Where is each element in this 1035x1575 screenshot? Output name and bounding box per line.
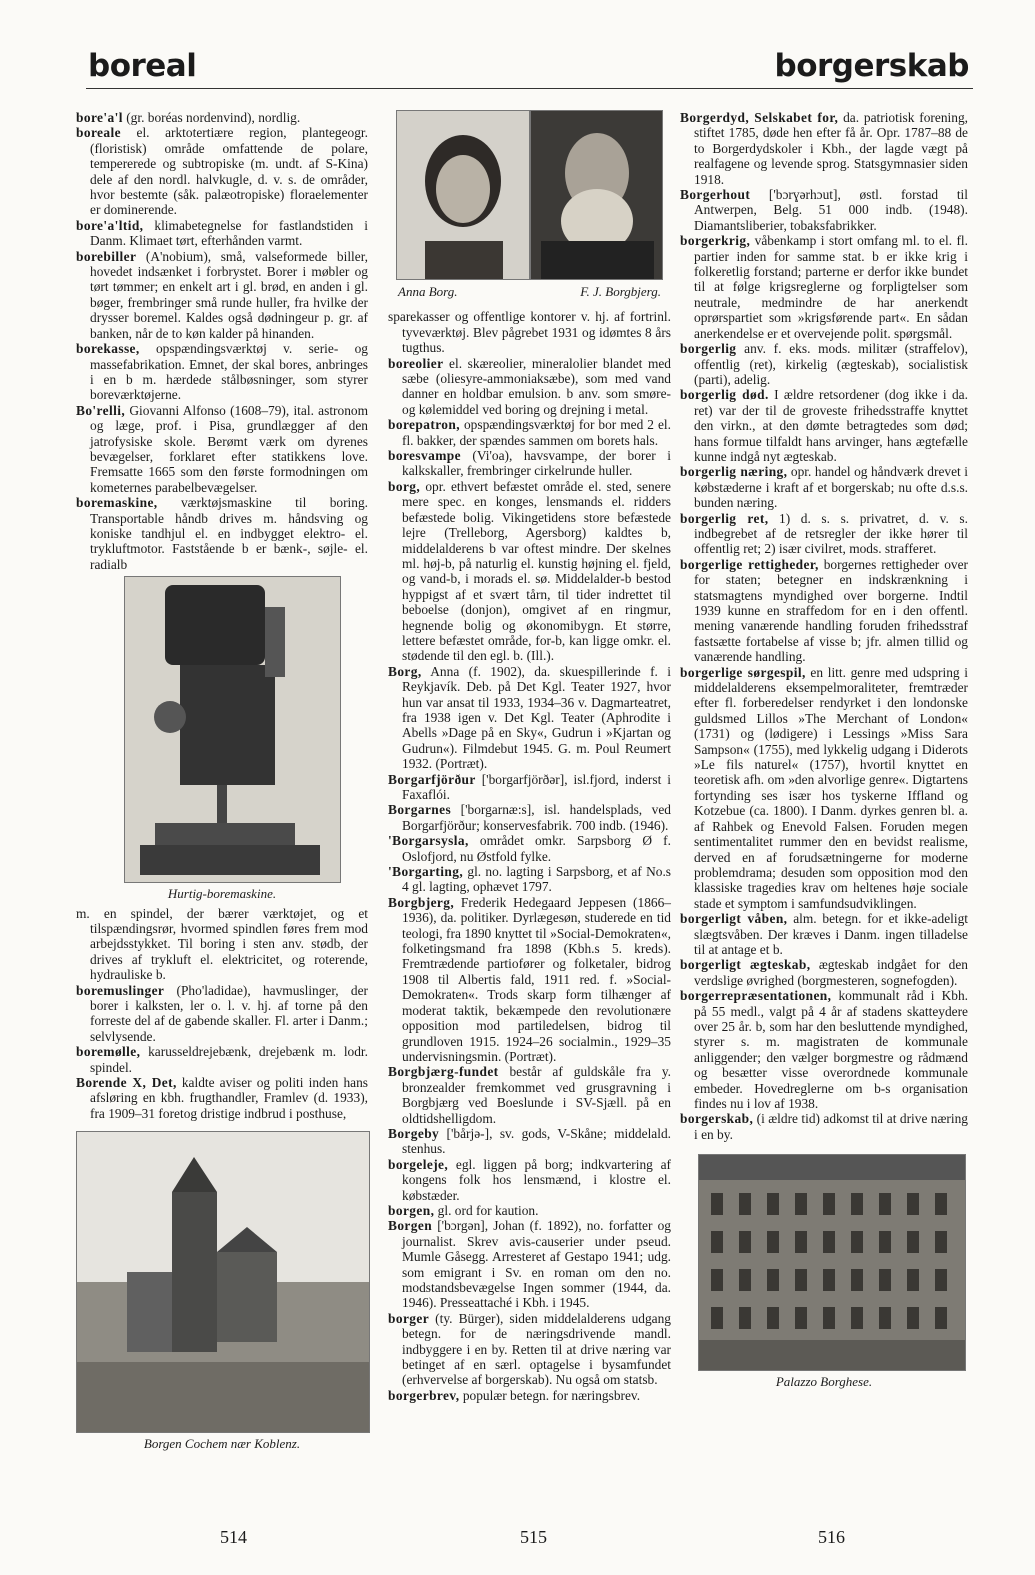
entry-headword: borgerlig ret,: [680, 510, 769, 526]
castle-photo: [76, 1131, 370, 1433]
entry-text: våbenkamp i stort omfang ml. to el. fl. partier inden for samme stat. b er ikke krig i folkeretlig forstand; parterne er derfor ikke bundet til at følge krigsreglerne og forpligtelser som neutrale, medmindre de har anerkendt oprørspartiet som »krigsførende part«. En sådan anerkendelse er et overvejende polit. spørgsmål.: [694, 233, 968, 341]
palazzo-window: [739, 1193, 751, 1215]
entry: [388, 1203, 671, 1218]
palazzo-window: [795, 1269, 807, 1291]
column-3: [680, 110, 968, 1394]
entry-text: Anna (f. 1902), da. skuespillerinde f. i Reykjavík. Deb. på Det Kgl. Teater 1927, hvor hun var ansat til 1933, 1934–36 v. Dagmarteatret, fra 1938 igen v. Det Kgl. Teater (Aphrodite i Abells »Dage på en Sky«, Gudrun i »Kjartan og Gudrun«). Filmdebut 1945. G. m. Poul Reumert 1932. (Portræt).: [402, 663, 671, 772]
entry: [680, 957, 968, 988]
entry: [680, 187, 968, 233]
entry: [76, 403, 368, 495]
palazzo-window: [907, 1193, 919, 1215]
palazzo-caption: Palazzo Borghese.: [775, 1374, 873, 1390]
entry: [76, 983, 368, 1045]
palazzo-window: [935, 1307, 947, 1329]
palazzo-window: [711, 1269, 723, 1291]
entry: [680, 511, 968, 557]
palazzo-window: [851, 1307, 863, 1329]
entry: [388, 479, 671, 664]
column-1-bottom-entries: [76, 906, 368, 1122]
entry-headword: boresvampe: [388, 448, 461, 464]
palazzo-window: [823, 1269, 835, 1291]
entry-headword: boremølle,: [76, 1044, 141, 1060]
entry-headword: Borgerdyd, Selskabet for,: [680, 110, 839, 125]
column-3-entries: [680, 110, 968, 1142]
castle-illustration: [77, 1132, 369, 1432]
entry-headword: borgerrepræsentationen,: [680, 988, 832, 1004]
page-number-514: 514: [220, 1527, 247, 1547]
entry-headword: Borgarfjörður: [388, 771, 476, 787]
entry-headword: boremaskine,: [76, 495, 158, 511]
entry-text: Giovanni Alfonso (1608–79), ital. astronom og læge, prof. i Pisa, grundlægger af den jatrofysiske skole. Berømt værk om dyrenes bevægelser, forklaret efter statikkens love. Fremsatte 1665 som den første formodningen om kometernes parabelbevægelser.: [90, 402, 368, 495]
entry: [76, 110, 368, 125]
entry: [388, 1388, 671, 1403]
entry-headword: Borg,: [388, 663, 422, 679]
entry-text: opspændingsværktøj for bor med 2 el. fl. bakker, der spændes sammen om borets hals.: [402, 417, 671, 448]
palazzo-window: [767, 1231, 779, 1253]
entry: [680, 110, 968, 187]
page-number-516: 516: [818, 1527, 845, 1547]
entry: [388, 417, 671, 448]
entry-headword: borgerkrig,: [680, 233, 751, 249]
palazzo-window: [795, 1231, 807, 1253]
palazzo-window: [851, 1269, 863, 1291]
entry-text: el. skæreolier, mineralolier blandet med sæbe (oliesyre-ammoniaksæbe), som med vand danner en holdbar emulsion. b anv. som smøre- og kølemiddel ved boring og drejning i metal.: [402, 355, 671, 417]
entry: [388, 1218, 671, 1310]
entry: [76, 218, 368, 249]
entry: [388, 772, 671, 803]
entry-headword: 'Borgarsysla,: [388, 833, 469, 849]
entry-text: I ældre retsordener (dog ikke i da. ret) var der til de groveste frihedsstraffe knyttet den virkn., at den dømte betragtedes som død; hans formue tilfaldt hans arvinger, hans ægtefælle kunne indgå nyt ægteskab.: [694, 387, 968, 464]
entry-text: anv. f. eks. mods. militær (straffelov), offentlig (ret), kirkelig (ægteskab), socialistisk (parti), adelig.: [694, 341, 968, 387]
borgbjerg-portrait: [531, 111, 664, 279]
palazzo-window: [879, 1269, 891, 1291]
column-1-top-entries: [76, 110, 368, 572]
entry-text: opr. ethvert befæstet område el. sted, senere mere spec. en konges, lensmands el. ridders befæstede bolig. Vikingetidens store befæstede lejre (Trelleborg, Agersborg) kaldtes b, middelalderens b var oftest mindre. Der skelnes ml. høj-b, på naturlig el. kunstig højning el. fjeld, og vand-b, i morads el. sø. Middelalder-b bestod hyppigst af et svært tårn, til tider indrettet til beboelse (donjon), omgivet af en ringmur, hegnende bolig og økonomibygn. Et større, lettere befæstet område, for-b, kan ligge omkr. el. stødende til den egl. b. (Ill.).: [402, 478, 671, 664]
anna-borg-caption: Anna Borg.: [398, 284, 458, 299]
entry-text: el. arktotertiære region, plantegeogr. (floristisk) område omfattende de polare, tempererede og subtropiske (m. undt. af S-Kina) dele af den nordl. halvkugle, d. v. s. de områder, hvor bestemte (såk. palæotropiske) floraelementer er dominerende.: [90, 125, 368, 218]
entry-headword: boreolier: [388, 355, 444, 371]
entry-headword: borgerlig: [680, 341, 737, 357]
entry-headword: borepatron,: [388, 417, 460, 433]
entry: [76, 249, 368, 341]
entry-text: ['bɔrgən], Johan (f. 1892), no. forfatter og journalist. Skrev avis-causerier under pseud. Mumle Gåsegg. Arresteret af Gestapo 1941; udg. som emigrant i Sv. en roman om den no. modstandsbevægelse Ingen sommer (1944, da. 1946). Presseattaché i Kbh. i 1945.: [402, 1218, 671, 1311]
running-head-right: borgerskab: [774, 48, 969, 84]
palazzo-window: [879, 1193, 891, 1215]
palazzo-window: [907, 1269, 919, 1291]
entry-text: (i ældre tid) adkomst til at drive næring i en by.: [694, 1111, 968, 1142]
palazzo-window: [935, 1193, 947, 1215]
entry: [680, 387, 968, 464]
entry-headword: Bo'relli,: [76, 402, 126, 418]
entry-headword: borg,: [388, 478, 421, 494]
palazzo-window: [851, 1231, 863, 1253]
entry-headword: borger: [388, 1310, 430, 1326]
portrait-borgbjerg: [530, 110, 664, 280]
entry-headword: borgerlige rettigheder,: [680, 556, 819, 572]
entry: [680, 341, 968, 387]
entry-headword: borgen,: [388, 1202, 435, 1218]
palazzo-window: [711, 1193, 723, 1215]
entry: [388, 664, 671, 772]
entry: [388, 448, 671, 479]
column-1: [76, 110, 368, 1456]
palazzo-window: [711, 1231, 723, 1253]
entry-headword: borebiller: [76, 248, 137, 264]
entry-text: (ty. Bürger), siden middelalderens udgang betegn. for de næringsdrivende mandl. indbyggere i en by. Retten til at drive næring var betinget af en særl. optagelse i bysamfundet (erhvervelse af borgerskab). Nu også om statsb.: [402, 1310, 671, 1388]
entry: [388, 1064, 671, 1126]
entry: [388, 833, 671, 864]
entry: [388, 895, 671, 1064]
entry-text: m. en spindel, der bærer værktøjet, og et tilspændingsrør, hvormed spindlen føres frem mod arbejdsstykket. Til boring i sten anv. stødb, der drives af trykluft el. elektricitet, og roterende, hydrauliske b.: [76, 905, 368, 983]
entry-text: sparekasser og offentlige kontorer v. hj. af fortrinl. tyveværktøj. Blev pågrebet 1931 og idømtes 8 års tugthus.: [388, 309, 671, 356]
palazzo-window: [711, 1307, 723, 1329]
entry-headword: borgerbrev,: [388, 1387, 460, 1403]
entry: [388, 802, 671, 833]
entry: [76, 495, 368, 572]
entry-text: egl. liggen på borg; indkvartering af kongens folk hos lensmænd, i klostre el. købstæder.: [402, 1156, 671, 1203]
palazzo-window: [795, 1193, 807, 1215]
entry: [680, 911, 968, 957]
entry-text: gl. no. lagting i Sarpsborg, et af No.s 4 gl. lagting, ophævet 1797.: [402, 864, 671, 895]
entry-text: opspændingsværktøj v. serie- og massefabrikation. Emnet, der skal bores, anbringes i en b m. hærdede stålbøsninger, som styrer boreværktøjerne.: [90, 341, 368, 403]
entry-headword: borgerlige sørgespil,: [680, 664, 806, 680]
entry-text: ['bɔrɣərhɔut], østl. forstad til Antwerpen, Belg. 51 000 indb. (1948). Diamantsliberier, tobaksfabrikker.: [694, 187, 968, 233]
entry-headword: Borgbjærg-fundet: [388, 1064, 499, 1080]
palazzo-window: [767, 1269, 779, 1291]
entry: [76, 906, 368, 983]
entry-headword: borekasse,: [76, 341, 140, 357]
entry: [388, 309, 671, 355]
palazzo-window: [795, 1307, 807, 1329]
entry: [388, 1126, 671, 1157]
palazzo-window: [767, 1307, 779, 1329]
entry: [388, 864, 671, 895]
palazzo-window: [739, 1231, 751, 1253]
page-number-515: 515: [520, 1527, 547, 1547]
header-rule: [86, 88, 973, 89]
entry: [388, 356, 671, 418]
palazzo-window: [935, 1231, 947, 1253]
entry-text: består af guldskåle fra y. bronzealder fremkommet ved grusgravning i Borgbjærg ved Boeslunde i SV-Sjæll. på en oldtidshelligdom.: [402, 1064, 671, 1126]
entry-text: (Pho'ladidae), havmuslinger, der borer i kalksten, ler o. l. v. hj. af torne på den forreste del af de gabende skaller. Fl. arter i Danm.; selvlysende.: [90, 982, 368, 1044]
entry-headword: borgerligt våben,: [680, 911, 788, 927]
entry: [388, 1311, 671, 1388]
entry-headword: borgerskab,: [680, 1111, 754, 1127]
entry-headword: Borgerhout: [680, 187, 751, 203]
entry-text: gl. ord for kaution.: [434, 1202, 539, 1218]
drill-photo: [124, 576, 341, 883]
palazzo-window: [823, 1307, 835, 1329]
palazzo-window: [879, 1307, 891, 1329]
portrait-anna-borg: [396, 110, 530, 280]
entry-headword: borgerlig næring,: [680, 464, 788, 480]
entry-headword: Borgbjerg,: [388, 894, 455, 910]
entry-headword: 'Borgarting,: [388, 864, 464, 880]
entry-headword: bore'a'ltid,: [76, 217, 144, 233]
palazzo-window: [851, 1193, 863, 1215]
entry: [76, 341, 368, 403]
castle-caption: Borgen Cochem nær Koblenz.: [143, 1436, 301, 1452]
entry-headword: Borgeby: [388, 1125, 440, 1141]
entry-text: ['bårjə-], sv. gods, V-Skåne; middelald. stenhus.: [402, 1125, 671, 1157]
entry: [680, 1111, 968, 1142]
entry: [388, 1157, 671, 1203]
palazzo-window: [879, 1231, 891, 1253]
palazzo-window: [739, 1269, 751, 1291]
entry-text: værktøjsmaskine til boring. Transportable håndb drives m. håndsving og koniske tandhjul el. en indbygget elektro- el. trykluftmotor. Faststående b er bænk-, søjle- el. radialb: [90, 495, 368, 572]
palazzo-window: [823, 1193, 835, 1215]
entry-text: Frederik Hedegaard Jeppesen (1866–1936), da. politiker. Dyrlægesøn, studerede en tid teologi, fra 1890 knyttet til »Social-Demokraten«, folketingsmand fra 1898 (Kbh.s 5. kreds). Fremtrædende partiofører og folketaler, bidrog 1908 til Albertis fald, 1911 red. f. »Social-Demokraten«. Trods skarp form tilhænger af moderat taktik, bekæmpede den revolutionære opposition mod partiledelsen, bidrog til grundloven 1915. 1924–26 socialmin., 1929–35 undervisningsmin. (Portræt).: [402, 894, 671, 1064]
portraits: [388, 110, 671, 280]
entry-headword: boremuslinger: [76, 982, 165, 998]
palazzo-illustration: [699, 1155, 965, 1370]
palazzo-window: [907, 1231, 919, 1253]
entry-headword: borgerlig død.: [680, 387, 769, 403]
entry-headword: Borgen: [388, 1218, 433, 1234]
entry-headword: Borgarnes: [388, 802, 452, 818]
entry-text: karusseldrejebænk, drejebænk m. lodr. spindel.: [90, 1044, 368, 1075]
entry-text: 1) d. s. s. privatret, d. v. s. indbegrebet af de retsregler der ikke hører til offentlig ret; 2) især civilret, mods. strafferet.: [694, 510, 968, 557]
entry-text: (gr. boréas nordenvind), nordlig.: [122, 110, 301, 125]
entry-text: ['borgarfjörðər], isl.fjord, inderst i Faxaflói.: [402, 771, 671, 802]
column-2: [388, 110, 671, 1403]
entry-text: alm. betegn. for et ikke-adeligt slægtsvåben. Der kræves i Danm. ingen tilladelse til at antage et b.: [694, 911, 968, 957]
entry-text: (Vi'oa), havsvampe, der borer i kalkskaller, frembringer cirkelrunde huller.: [402, 448, 671, 479]
entry: [76, 1044, 368, 1075]
entry-headword: Borende X, Det,: [76, 1075, 177, 1091]
palazzo-window: [767, 1193, 779, 1215]
entry-text: populær betegn. for næringsbrev.: [459, 1387, 641, 1403]
entry: [680, 557, 968, 665]
entry-headword: borgeleje,: [388, 1156, 449, 1172]
running-head-left: boreal: [88, 48, 197, 84]
entry-text: kommunalt råd i Kbh. på 55 medl., valgt på 4 år af stadens skatteydere over 25 år. b, som har den besluttende myndighed, styrer s. m. magistraten de kommunale anliggender; den vælger borgmestre og rådmænd og besætter visse overordnede kommunale embeder. Hovedreglerne om b-s organisation findes nu i lov af 1938.: [694, 988, 968, 1111]
drill-illustration: [125, 577, 340, 882]
entry-text: borgernes rettigheder over for staten; betegner en indskrænkning i statsmagtens myndighed over borgerne. Indtil 1939 kunne en straffedom for en i den offentl. mening vanærende handling foruden frihedsstraf fastsætte fortabelse af visse b; jfr. almen tillid og vanærende handling.: [694, 556, 969, 665]
palazzo-window: [907, 1307, 919, 1329]
entry-text: opr. handel og håndværk drevet i købstæderne i kraft af et borgerskab; nu ofte d.s.s. bunden næring.: [694, 464, 968, 511]
palazzo-window: [823, 1231, 835, 1253]
entry-headword: bore'a'l: [76, 110, 123, 125]
anna-borg-portrait: [397, 111, 530, 279]
entry-headword: borgerligt ægteskab,: [680, 957, 811, 973]
entry: [680, 464, 968, 510]
borgbjerg-caption: F. J. Borgbjerg.: [580, 284, 661, 299]
palazzo-photo: [698, 1154, 966, 1371]
column-2-entries: [388, 309, 671, 1403]
drill-caption: Hurtig-boremaskine.: [167, 886, 277, 902]
entry-text: området omkr. Sarpsborg Ø f. Oslofjord, nu Østfold fylke.: [402, 833, 671, 864]
palazzo-window: [739, 1307, 751, 1329]
entry: [680, 233, 968, 341]
entry-text: klimabetegnelse for fastlandstiden i Danm. Klimaet tørt, efterhånden varmt.: [90, 217, 368, 249]
entry-text: kaldte aviser og politi inden hans afsløring en kbh. frugthandler, Framlev (d. 1933), fra 1909–31 foretog dristige indbrud i posthuse,: [90, 1075, 368, 1121]
entry-text: ægteskab indgået for den verdslige øvrighed (borgmesteren, sognefogden).: [694, 957, 969, 988]
entry: [680, 665, 968, 912]
entry: [76, 125, 368, 217]
entry-headword: boreale: [76, 125, 121, 141]
entry: [76, 1075, 368, 1121]
palazzo-window: [935, 1269, 947, 1291]
entry-text: (A'nobium), små, valseformede biller, hovedet indsænket i forbrystet. Borer i møbler og tørt tømmer; en enkelt art i gl. brød, en anden i gl. bøger, frembringer små runde huller, fra hvilke der drysser boremel. Kaldes også dødningeur p. gr. af banken, når de to køn kalder på hinanden.: [90, 248, 368, 341]
entry-text: da. patriotisk forening, stiftet 1785, døde hen efter få år. Opr. 1787–88 de to Borgerdydskoler i Kbh., der lagde vægt på realfagene og levende sprog. Statsgymnasier siden 1918.: [694, 110, 968, 187]
entry-text: ['borgarnæ:s], isl. handelsplads, ved Borgarfjörður; konservesfabrik. 700 indb. (1946).: [402, 802, 671, 833]
entry-text: en litt. genre med udspring i middelalderens eksempelmoraliteter, fremtræder efter fl. forberedelser rendyrket i den londonske guldsmed Lillos »The Merchant of London« (1731) og (lødigere) i Lessings »Miss Sara Sampson« (1755), med lykkelig udgang i Diderots »Le fils naturel« (1757), hvortil knyttet en teoretisk afh. om »den alvorlige genre«. Digtartens fortynding ses især hos tyskerne Iffland og Kotzebue (ca. 1800). I Danm. dyrkes genren bl. a. af Rahbek og Enevold Falsen. Foruden megen sentimentalitet rummer den en bevidst realisme, derved en af forudsætningerne for moderne problemdrama; desuden som opposition mod den klassiske tragedies krav om heltenes høje sociale stade et symptom i samfundsudviklingen.: [694, 664, 968, 911]
entry: [680, 988, 968, 1111]
